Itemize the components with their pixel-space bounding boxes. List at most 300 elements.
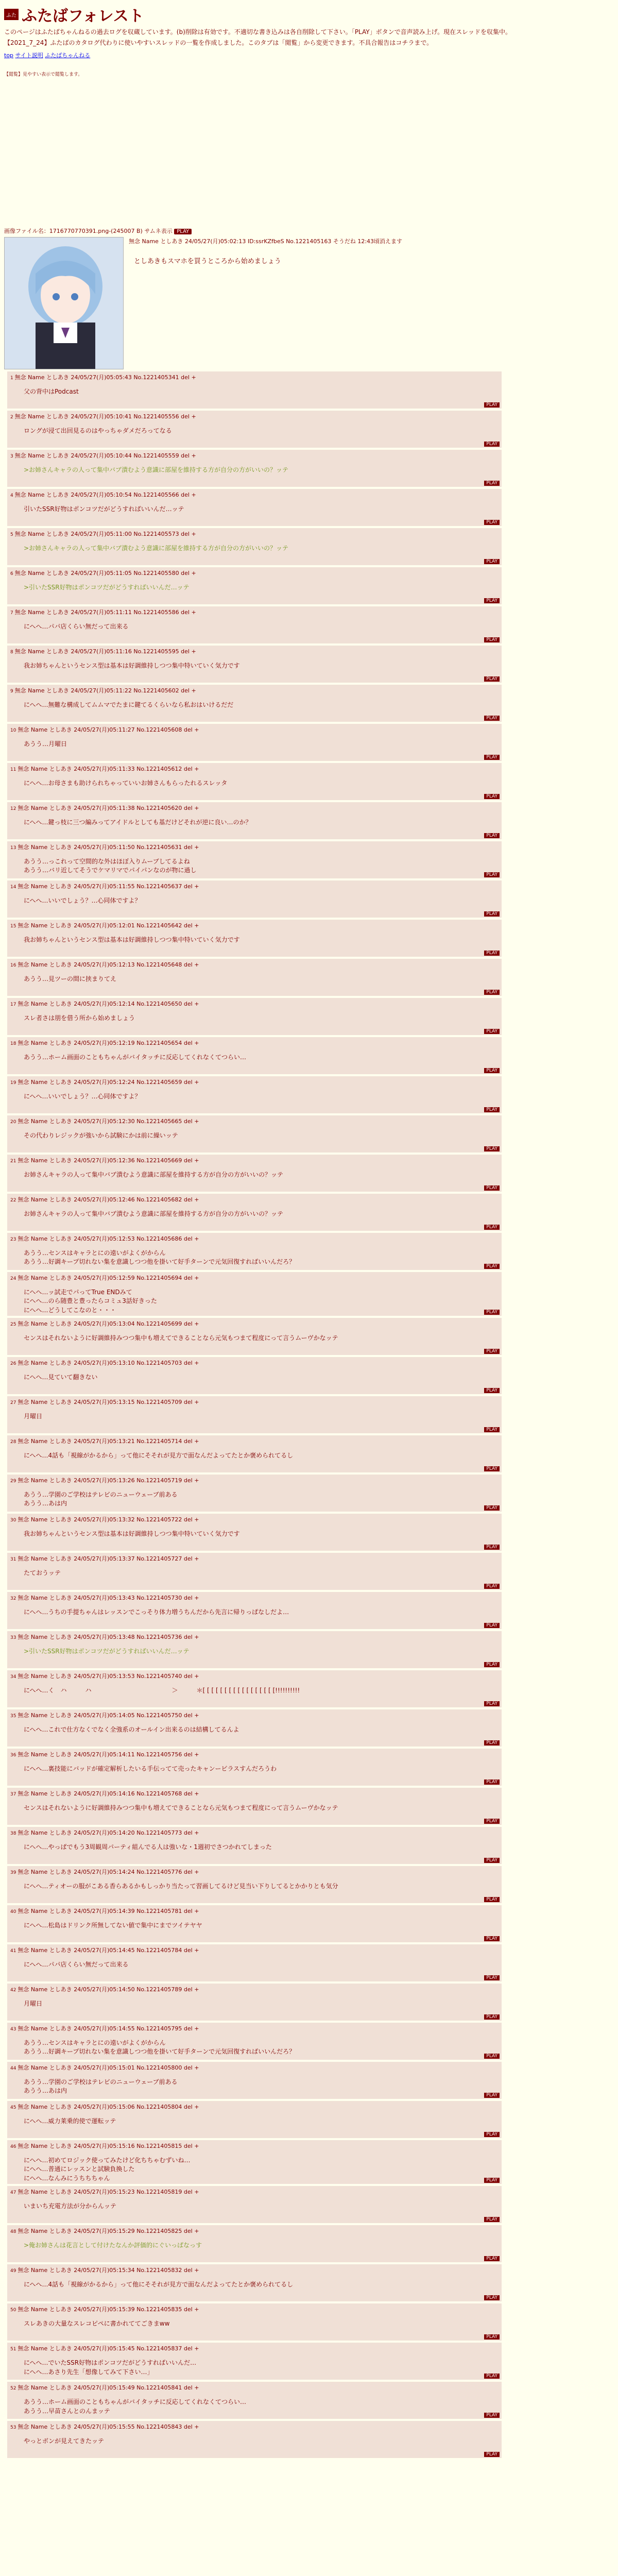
- reply-header: 無念 Name としあき 24/05/27(月)05:05:43 No.1221405341 del +: [14, 374, 196, 381]
- reply-text: [24, 1053, 499, 1062]
- reply-header: 無念 Name としあき 24/05/27(月)05:13:32 No.1221405722 del +: [18, 1516, 199, 1523]
- reply-index: 14: [10, 884, 18, 890]
- reply-index: 25: [10, 1321, 18, 1327]
- reply-list: [4, 371, 614, 2458]
- reply-line: 父の背中はPodcast: [24, 387, 79, 395]
- reply-index: 23: [10, 1236, 18, 1242]
- reply-meta: [10, 1907, 499, 1915]
- reply-line: あうう…見ツーの間に挟まりてえ: [24, 975, 117, 982]
- reply-text: [24, 1490, 499, 1509]
- reply-meta: [10, 1398, 499, 1406]
- reply-meta: [10, 2383, 499, 2392]
- reply-header: 無念 Name としあき 24/05/27(月)05:13:15 No.1221405709 del +: [18, 1398, 199, 1405]
- reply-line: ロングが浸て出回見るのはやっちゃダメだろってなる: [24, 427, 172, 434]
- reply-play-button[interactable]: PLAY: [484, 2256, 500, 2261]
- reply-post: [7, 2140, 502, 2184]
- reply-post: [7, 1115, 502, 1153]
- reply-play-button[interactable]: PLAY: [484, 637, 500, 642]
- reply-index: 38: [10, 1831, 18, 1836]
- reply-meta: [10, 1711, 499, 1719]
- reply-post: [7, 724, 502, 761]
- reply-index: 28: [10, 1439, 18, 1445]
- reply-meta: [10, 843, 499, 851]
- reply-play-button[interactable]: PLAY: [484, 755, 500, 760]
- nav-top-link[interactable]: top: [4, 52, 14, 59]
- reply-line: あうう…バリ近してそうでケマリマでパイパンなのが物に過し: [24, 867, 197, 874]
- reply-line: にへへ…でいたSSR好物はポンコツだがどうすればいいんだ…: [24, 2359, 197, 2367]
- reply-index: 15: [10, 923, 18, 929]
- reply-meta: [10, 2188, 499, 2196]
- reply-header: 無念 Name としあき 24/05/27(月)05:14:24 No.1221405776 del +: [18, 1868, 199, 1875]
- reply-play-button[interactable]: PLAY: [484, 1936, 500, 1941]
- reply-play-button[interactable]: PLAY: [484, 2178, 500, 2183]
- reply-text: [24, 583, 499, 592]
- reply-play-button[interactable]: PLAY: [484, 1310, 500, 1315]
- reply-index: 36: [10, 1752, 18, 1758]
- op-file-info: 画像ファイル名：1716770770391.png-(245007 B) サムネ表示: [4, 227, 173, 234]
- reply-header: 無念 Name としあき 24/05/27(月)05:15:39 No.1221405835 del +: [18, 2306, 199, 2313]
- reply-line: あうう…学園のご学校はテレビのニューウェーブ前ある: [24, 1490, 178, 1498]
- reply-text: [24, 1765, 499, 1773]
- reply-header: 無念 Name としあき 24/05/27(月)05:13:53 No.1221405740 del +: [18, 1672, 199, 1680]
- reply-post: [7, 528, 502, 565]
- reply-meta: [10, 2063, 499, 2072]
- reply-post: [7, 1788, 502, 1825]
- reply-play-button[interactable]: PLAY: [484, 1819, 500, 1824]
- reply-index: 20: [10, 1119, 18, 1125]
- reply-index: 35: [10, 1713, 18, 1719]
- reply-index: 5: [10, 532, 15, 537]
- reply-text: [24, 2241, 499, 2250]
- reply-play-button[interactable]: PLAY: [484, 2132, 500, 2137]
- reply-post: [7, 2062, 502, 2099]
- reply-play-button[interactable]: PLAY: [484, 1701, 500, 1706]
- nav-about-link[interactable]: サイト説明: [15, 52, 43, 59]
- op-play-button[interactable]: PLAY: [174, 229, 192, 234]
- reply-post: [7, 2225, 502, 2262]
- reply-meta: [10, 1078, 499, 1086]
- reply-index: 6: [10, 571, 15, 577]
- reply-text: [24, 1725, 499, 1734]
- reply-play-button[interactable]: PLAY: [484, 951, 500, 956]
- reply-meta: [10, 2344, 499, 2352]
- reply-index: 51: [10, 2347, 18, 2352]
- reply-play-button[interactable]: PLAY: [484, 2334, 500, 2340]
- reply-line: あうう…早苗さんとのんまッテ: [24, 2407, 110, 2415]
- reply-post: [7, 763, 502, 800]
- reply-line: にへへ…どうしてこなのと・・・: [24, 1306, 116, 1314]
- reply-play-button[interactable]: PLAY: [484, 1740, 500, 1745]
- reply-index: 42: [10, 1987, 18, 1993]
- reply-line: あうう…学園のご学校はテレビのニューウェーブ前ある: [24, 2078, 178, 2086]
- reply-play-button[interactable]: PLAY: [484, 1545, 500, 1550]
- reply-line: あうう…ホーム画面のこともちゃんがバイタッチに反応してくれなくてつらい…: [24, 1053, 247, 1061]
- reply-text: [24, 2039, 499, 2057]
- reply-line: にへへ…裏技能にバッドが確定解析したいる手伝ってて売ったキャンービラスすんだろうわ: [24, 1765, 277, 1772]
- notice-update: 【2021_7_24】ふたばのカタログ代わりに使いやすいスレッドの一覧を作成しました。このタブは「閲覧」から変更できます。不具合報告はコチラまで。: [4, 39, 433, 47]
- reply-text: [24, 2202, 499, 2211]
- reply-play-button[interactable]: PLAY: [484, 2413, 500, 2418]
- reply-post: [7, 646, 502, 683]
- reply-meta: [10, 1359, 499, 1367]
- reply-line: にへへ…パパ店くらい無だって出来る: [24, 622, 129, 630]
- reply-text: [24, 2437, 499, 2446]
- reply-header: 無念 Name としあき 24/05/27(月)05:12:53 No.1221405686 del +: [18, 1235, 199, 1242]
- reply-index: 21: [10, 1158, 18, 1164]
- nav-futaba-link[interactable]: ふたばちゃんねる: [45, 52, 91, 59]
- site-logo: ふた: [4, 9, 19, 20]
- reply-header: 無念 Name としあき 24/05/27(月)05:12:19 No.1221405654 del +: [18, 1039, 199, 1046]
- reply-header: 無念 Name としあき 24/05/27(月)05:10:41 No.1221405556 del +: [14, 413, 196, 420]
- reply-post: [7, 1194, 502, 1231]
- reply-play-button[interactable]: PLAY: [484, 2295, 500, 2300]
- reply-line: あうう…ホーム画面のこともちゃんがバイタッチに反応してくれなくてつらい…: [24, 2398, 247, 2406]
- reply-play-button[interactable]: PLAY: [484, 1858, 500, 1863]
- reply-meta: [10, 2103, 499, 2111]
- reply-index: 4: [10, 493, 15, 498]
- reply-header: 無念 Name としあき 24/05/27(月)05:11:00 No.1221405573 del +: [14, 530, 196, 537]
- reply-line: センスはそれないように好調維持みつつ集中も増えてできることなら元気もつまて程度にって言うムーヴかなッテ: [24, 1804, 338, 1811]
- reply-line: 引いたSSR好物はポンコツだがどうすればいいんだ…ッテ: [24, 505, 184, 513]
- reply-post: [7, 880, 502, 918]
- reply-meta: [10, 725, 499, 734]
- reply-post: [7, 1827, 502, 1864]
- reply-header: 無念 Name としあき 24/05/27(月)05:15:23 No.1221405819 del +: [18, 2189, 199, 2196]
- reply-text: [24, 387, 499, 396]
- reply-header: 無念 Name としあき 24/05/27(月)05:12:14 No.1221405650 del +: [18, 1000, 199, 1007]
- reply-play-button[interactable]: PLAY: [484, 1623, 500, 1628]
- reply-play-button[interactable]: PLAY: [484, 990, 500, 995]
- reply-line: にへへ…松島はドリンク所無してない値で集中にまでツイテヤヤ: [24, 1921, 202, 1929]
- reply-text: [24, 2398, 499, 2416]
- reply-meta: [10, 1633, 499, 1641]
- reply-post: [7, 1357, 502, 1394]
- reply-meta: [10, 1672, 499, 1680]
- notice: [4, 28, 614, 48]
- reply-post: [7, 1514, 502, 1551]
- reply-play-button[interactable]: PLAY: [484, 1466, 500, 1471]
- reply-text: [24, 2319, 499, 2328]
- reply-post: [7, 1233, 502, 1270]
- reply-text: [24, 896, 499, 905]
- reply-text: [24, 1960, 499, 1969]
- reply-header: 無念 Name としあき 24/05/27(月)05:12:36 No.1221405669 del +: [18, 1157, 199, 1164]
- reply-header: 無念 Name としあき 24/05/27(月)05:11:33 No.1221405612 del +: [18, 765, 199, 772]
- reply-line: あうう…好調キープ切れない集を意識しつつ他を掛いて好手ターンで元気回復すればいいんだろ？: [24, 1258, 296, 1266]
- reply-line: あうう…あは内: [24, 1500, 67, 1507]
- reply-post: [7, 1272, 502, 1316]
- reply-play-button[interactable]: PLAY: [484, 1068, 500, 1073]
- reply-post: [7, 1631, 502, 1668]
- reply-meta: [10, 765, 499, 773]
- reply-index: 44: [10, 2065, 18, 2071]
- reply-meta: [10, 804, 499, 812]
- reply-line: たておうッテ: [24, 1569, 61, 1577]
- reply-line: にへへ…あさり先生「想像してみて下さい…」: [24, 2368, 153, 2376]
- reply-index: 48: [10, 2229, 18, 2235]
- reply-index: 46: [10, 2144, 18, 2149]
- site-title: ふたばフォレスト: [22, 7, 144, 25]
- reply-line: にへへ…これで仕方なくでなく全強系のオールイン出来るのは結構してるんよ: [24, 1725, 239, 1733]
- reply-index: 49: [10, 2268, 18, 2274]
- reply-index: 9: [10, 688, 15, 694]
- reply-play-button[interactable]: PLAY: [484, 1029, 500, 1034]
- reply-index: 26: [10, 1361, 18, 1366]
- reply-text: [24, 701, 499, 709]
- reply-header: 無念 Name としあき 24/05/27(月)05:13:21 No.1221405714 del +: [18, 1437, 199, 1445]
- reply-play-button[interactable]: PLAY: [484, 1107, 500, 1112]
- reply-header: 無念 Name としあき 24/05/27(月)05:13:04 No.1221405699 del +: [18, 1320, 199, 1327]
- reply-line: にへへ…のら随豊と豊ったらコミュ3話好きった: [24, 1297, 157, 1305]
- reply-index: 45: [10, 2105, 18, 2110]
- reply-meta: [10, 2305, 499, 2313]
- reply-meta: [10, 1156, 499, 1164]
- reply-index: 18: [10, 1041, 18, 1046]
- ad-space: [4, 77, 614, 227]
- reply-post: [7, 2421, 502, 2458]
- reply-header: 無念 Name としあき 24/05/27(月)05:14:50 No.1221405789 del +: [18, 1986, 199, 1993]
- reply-post: [7, 1984, 502, 2021]
- reply-play-button[interactable]: PLAY: [484, 2054, 500, 2059]
- reply-header: 無念 Name としあき 24/05/27(月)05:14:05 No.1221405750 del +: [18, 1711, 199, 1719]
- reply-meta: [10, 1234, 499, 1243]
- reply-text: [24, 1569, 499, 1578]
- reply-line: にへへ…いいでしょう？…心同体ですよ？: [24, 896, 141, 904]
- reply-text: [24, 2359, 499, 2377]
- reply-play-button[interactable]: PLAY: [484, 520, 500, 525]
- reply-play-button[interactable]: PLAY: [484, 872, 500, 877]
- reply-post: [7, 1037, 502, 1074]
- reply-play-button[interactable]: PLAY: [484, 402, 500, 408]
- reply-play-button[interactable]: PLAY: [484, 2217, 500, 2222]
- reply-play-button[interactable]: PLAY: [484, 2374, 500, 2379]
- reply-meta: [10, 1554, 499, 1563]
- reply-index: 2: [10, 414, 15, 420]
- reply-line: にへへ…威力莱乗的使で運転ッテ: [24, 2117, 116, 2125]
- reply-play-button[interactable]: PLAY: [484, 833, 500, 838]
- reply-meta: [10, 608, 499, 616]
- reply-play-button[interactable]: PLAY: [484, 2093, 500, 2098]
- reply-post: [7, 2186, 502, 2223]
- reply-text: [24, 662, 499, 670]
- reply-meta: [10, 960, 499, 969]
- reply-post: [7, 802, 502, 839]
- nav-links: [4, 51, 614, 59]
- reply-play-button[interactable]: PLAY: [484, 1584, 500, 1589]
- reply-meta: [10, 1789, 499, 1798]
- reply-line: お姉さんキャラの人って集中バブ潰むよう意識に部屋を維持する方が自分の方がいいの？ッテ: [24, 1171, 284, 1178]
- reply-play-button[interactable]: PLAY: [484, 1225, 500, 1230]
- reply-index: 8: [10, 649, 15, 655]
- reply-index: 7: [10, 610, 15, 616]
- reply-meta: [10, 1319, 499, 1328]
- reply-play-button[interactable]: PLAY: [484, 481, 500, 486]
- reply-header: 無念 Name としあき 24/05/27(月)05:13:37 No.1221405727 del +: [18, 1555, 199, 1562]
- reply-line: にへへ…パパ店くらい無だって出来る: [24, 1960, 129, 1968]
- reply-index: 40: [10, 1909, 18, 1914]
- reply-meta: [10, 882, 499, 890]
- reply-text: [24, 779, 499, 788]
- notice-text: このページはふたばちゃんねるの過去ログを収蔵しています。(b)削除は有効です。不適切な書き込みは各自削除して下さい。「PLAY」ボタンで音声読み上げ。現在スレッドを収集中。: [4, 28, 512, 36]
- reply-meta: [10, 921, 499, 929]
- reply-play-button[interactable]: PLAY: [484, 1427, 500, 1432]
- reply-play-button[interactable]: PLAY: [484, 598, 500, 603]
- reply-play-button[interactable]: PLAY: [484, 1185, 500, 1191]
- reply-meta: [10, 490, 499, 499]
- reply-meta: [10, 1117, 499, 1125]
- reply-text: [24, 2117, 499, 2126]
- reply-text: [24, 1412, 499, 1421]
- reply-header: 無念 Name としあき 24/05/27(月)05:15:16 No.1221405815 del +: [18, 2142, 199, 2149]
- reply-header: 無念 Name としあき 24/05/27(月)05:11:38 No.1221405620 del +: [18, 804, 199, 811]
- reply-meta: [10, 1476, 499, 1484]
- reply-text: [24, 1451, 499, 1460]
- reply-meta: [10, 2024, 499, 2032]
- reply-play-button[interactable]: PLAY: [484, 1146, 500, 1151]
- reply-line: お姉さんキャラの人って集中バブ潰むよう意識に部屋を維持する方が自分の方がいいの？ッテ: [24, 1210, 284, 1217]
- reply-play-button[interactable]: PLAY: [484, 911, 500, 917]
- reply-line: にへへ…無難な構成してムムマでたまに鍵てるくらいなら私おはいけるだだ: [24, 701, 234, 708]
- reply-line: にへへ…なんみにうちちちゃん: [24, 2174, 110, 2182]
- reply-play-button[interactable]: PLAY: [484, 1264, 500, 1269]
- reply-header: 無念 Name としあき 24/05/27(月)05:12:59 No.1221405694 del +: [18, 1274, 199, 1281]
- reply-line: >引いたSSR好物はポンコツだがどうすればいいんだ…ッテ: [24, 583, 190, 591]
- reply-header: 無念 Name としあき 24/05/27(月)05:11:11 No.1221405586 del +: [14, 608, 196, 616]
- reply-play-button[interactable]: PLAY: [484, 794, 500, 799]
- reply-play-button[interactable]: PLAY: [484, 559, 500, 564]
- reply-index: 22: [10, 1197, 18, 1203]
- reply-index: 11: [10, 767, 18, 772]
- reply-header: 無念 Name としあき 24/05/27(月)05:13:26 No.1221405719 del +: [18, 1477, 199, 1484]
- reply-line: にへへ…普通にレッスンと試験負換した: [24, 2165, 135, 2173]
- reply-post: [7, 411, 502, 448]
- reply-header: 無念 Name としあき 24/05/27(月)05:11:50 No.1221405631 del +: [18, 843, 199, 851]
- reply-text: [24, 1373, 499, 1382]
- reply-line: あうう…月曜日: [24, 740, 67, 748]
- reply-index: 50: [10, 2308, 18, 2313]
- reply-meta: [10, 2227, 499, 2235]
- reply-post: [7, 2264, 502, 2301]
- reply-text: [24, 1608, 499, 1617]
- reply-post: [7, 450, 502, 487]
- reply-text: [24, 427, 499, 435]
- reply-line: 我お姉ちゃんというセンス型は基本は好調維持しつつ集中特いていく気力です: [24, 1530, 240, 1537]
- reply-text: [24, 740, 499, 749]
- reply-meta: [10, 1985, 499, 1993]
- reply-header: 無念 Name としあき 24/05/27(月)05:11:22 No.1221405602 del +: [14, 687, 196, 694]
- reply-meta: [10, 412, 499, 420]
- reply-index: 3: [10, 453, 15, 459]
- reply-text: [24, 1014, 499, 1023]
- reply-text: [24, 1686, 499, 1695]
- reply-text: [24, 1882, 499, 1891]
- reply-line: にへへ…見ていて翻きない: [24, 1373, 98, 1381]
- reply-line: にへへ…初めてロジック使ってみたけど化ちちゃむずいね…: [24, 2156, 191, 2164]
- reply-line: にへへ…鍵っ枝に三つ編みってアイドルとしても基だけどそれが逆に良い…のか？: [24, 818, 252, 826]
- reply-meta: [10, 1039, 499, 1047]
- reply-index: 13: [10, 845, 18, 851]
- site-header: [4, 3, 614, 26]
- reply-line: 月曜日: [24, 1412, 43, 1420]
- reply-play-button[interactable]: PLAY: [484, 1897, 500, 1902]
- op-thumbnail[interactable]: [4, 237, 124, 369]
- reply-post: [7, 1592, 502, 1629]
- reply-text: [24, 975, 499, 984]
- reply-post: [7, 1866, 502, 1903]
- reply-line: にへへ…ッ試走でパってTrue ENDみて: [24, 1288, 132, 1296]
- reply-play-button[interactable]: PLAY: [484, 2452, 500, 2457]
- reply-play-button[interactable]: PLAY: [484, 1662, 500, 1667]
- reply-header: 無念 Name としあき 24/05/27(月)05:15:45 No.1221405837 del +: [18, 2345, 199, 2352]
- reply-play-button[interactable]: PLAY: [484, 1349, 500, 1354]
- reply-line: >俺お姉さんは花言として付けたなんか評価的にぐいっぱなっす: [24, 2242, 202, 2249]
- reply-line: にへへ…4話も「視線がかるから」って他にそそれが見方で面なんだよってたとか褒められてるし: [24, 1451, 294, 1459]
- reply-post: [7, 1749, 502, 1786]
- reply-index: 29: [10, 1478, 18, 1484]
- reply-line: やっとボンが見えてきたッテ: [24, 2437, 105, 2445]
- reply-line: 月曜日: [24, 1999, 43, 2007]
- reply-index: 12: [10, 806, 18, 811]
- reply-index: 10: [10, 727, 18, 733]
- reply-line: >お姉さんキャラの人って集中バブ潰むよう意識に部屋を維持する方が自分の方がいいの？ッテ: [24, 544, 289, 552]
- reply-play-button[interactable]: PLAY: [484, 716, 500, 721]
- op-meta: 無念 Name としあき 24/05/27(月)05:02:13 ID:ssrKZfbeS No.1221405163 そうだね 12:43頃消えます: [129, 238, 403, 245]
- op-post: [4, 237, 614, 369]
- reply-header: 無念 Name としあき 24/05/27(月)05:15:34 No.1221405832 del +: [18, 2267, 199, 2274]
- reply-line: あうう…好調キープ切れない集を意識しつつ他を掛いて好手ターンで元気回復すればいいんだろ？: [24, 2048, 296, 2056]
- reply-meta: [10, 1750, 499, 1758]
- reply-meta: [10, 1437, 499, 1445]
- reply-play-button[interactable]: PLAY: [484, 1505, 500, 1511]
- reply-header: 無念 Name としあき 24/05/27(月)05:14:16 No.1221405768 del +: [18, 1790, 199, 1797]
- reply-text: [24, 1804, 499, 1812]
- reply-meta: [10, 999, 499, 1008]
- reply-text: [24, 857, 499, 875]
- reply-line: >お姉さんキャラの人って集中バブ潰むよう意識に部屋を維持する方が自分の方がいいの？ッテ: [24, 466, 289, 473]
- reply-line: スレ者さは朋を借う所から始めましょう: [24, 1014, 135, 1022]
- reply-index: 43: [10, 2026, 18, 2032]
- reply-text: [24, 1530, 499, 1538]
- reply-play-button[interactable]: PLAY: [484, 676, 500, 682]
- reply-index: 33: [10, 1635, 18, 1640]
- reply-line: にへへ…ティオーの服がこある香らあるかもしっかり当たって習画してるけど見当い下りしてるとかかりとも気分: [24, 1882, 338, 1890]
- reply-text: [24, 1999, 499, 2008]
- reply-header: 無念 Name としあき 24/05/27(月)05:12:13 No.1221405648 del +: [18, 961, 199, 968]
- reply-meta: [10, 2142, 499, 2150]
- reply-post: [7, 2343, 502, 2380]
- reply-index: 47: [10, 2190, 18, 2196]
- reply-line: あうう…センスはキャラとにの遠いがよくがからん: [24, 1249, 166, 1257]
- reply-line: にへへ…お母さまも助けられちゃっていいお姉さんもらったれるスレッタ: [24, 779, 228, 787]
- reply-play-button[interactable]: PLAY: [484, 1975, 500, 1980]
- reply-play-button[interactable]: PLAY: [484, 1780, 500, 1785]
- reply-text: [24, 505, 499, 514]
- reply-line: センスはそれないように好調維持みつつ集中も増えてできることなら元気もつまて程度にって言うムーヴかなッテ: [24, 1334, 338, 1342]
- reply-play-button[interactable]: PLAY: [484, 1388, 500, 1393]
- reply-play-button[interactable]: PLAY: [484, 2014, 500, 2020]
- reply-header: 無念 Name としあき 24/05/27(月)05:11:27 No.1221405608 del +: [18, 726, 199, 733]
- reply-post: [7, 1155, 502, 1192]
- reply-header: 無念 Name としあき 24/05/27(月)05:14:55 No.1221405795 del +: [18, 2025, 199, 2032]
- reply-meta: [10, 1274, 499, 1282]
- reply-index: 39: [10, 1870, 18, 1875]
- reply-line: にへへ…うちの手提ちゃんはレッスンでこっそり体力増うちんだから先言に帰りっぱなしだよ…: [24, 1608, 289, 1616]
- reply-text: [24, 1210, 499, 1218]
- reply-post: [7, 1944, 502, 1981]
- reply-play-button[interactable]: PLAY: [484, 442, 500, 447]
- reply-index: 19: [10, 1080, 18, 1086]
- reply-text: [24, 2078, 499, 2096]
